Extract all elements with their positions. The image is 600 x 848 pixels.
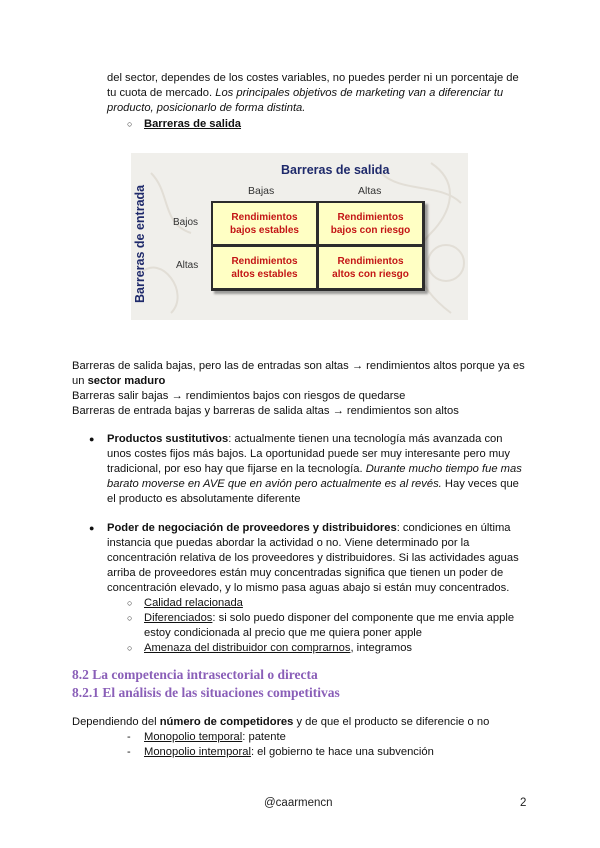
sustitutivos-line-4 xyxy=(107,477,519,492)
proveedores-sub-2-line-2: estoy condicionada al precio que me quiera poner apple xyxy=(144,627,423,639)
cell-2-line-2: bajos con riesgo xyxy=(330,224,411,236)
cell-1-line-2: bajos estables xyxy=(230,224,299,236)
section-heading-8-2: 8.2 La competencia intrasectorial o directa xyxy=(72,667,318,682)
row-header-altas: Altas xyxy=(176,260,199,271)
cell-bajos-bajas xyxy=(213,203,316,244)
intro-line-3: producto, posicionarlo de forma distinta. xyxy=(107,102,306,114)
sustitutivos-line-2: unos costes fijos más bajos. La oportunidad puede ser muy interesante pero muy xyxy=(107,448,510,460)
figure-title: Barreras de salida xyxy=(281,163,390,177)
competidores-item-2-rest: : el gobierno te hace una subvención xyxy=(250,746,434,758)
summary-line-1: Barreras de salida bajas, pero las de entradas son altas → rendimientos altos porque ya es xyxy=(72,360,525,372)
footer-author: @caarmencn xyxy=(264,797,333,809)
cell-altas-bajas xyxy=(213,247,316,288)
proveedores-line-4: arriba de proveedores están muy concentradas significa que tienen un poder de xyxy=(107,567,504,579)
proveedores-sub-1: Calidad relacionada xyxy=(144,597,243,609)
proveedores-sub-3-rest: , integramos xyxy=(350,642,413,654)
competidores-plain-1: Dependiendo del xyxy=(72,716,160,728)
proveedores-line-2: instancia que puedas abordar la actividad o no. Viene determinado por la xyxy=(107,537,470,549)
col-header-altas: Altas xyxy=(358,185,382,197)
monopolio-intemporal: Monopolio intemporal xyxy=(144,746,251,758)
competidores-item-1-rest: : patente xyxy=(242,731,286,743)
cell-bajos-altas xyxy=(319,203,422,244)
sustitutivos-line-3-italic: Durante mucho tiempo fue mas xyxy=(365,463,522,475)
hollow-bullet-icon: ○ xyxy=(127,119,133,129)
sustitutivos-line-3 xyxy=(107,462,522,477)
sector-maduro-bold: sector maduro xyxy=(87,375,166,387)
filled-bullet-icon: ● xyxy=(89,523,95,533)
competidores-plain-2: y de que el producto se diferencie o no xyxy=(293,716,490,728)
intro-line-2-plain: tu cuota de mercado. xyxy=(107,87,216,99)
hollow-bullet-icon: ○ xyxy=(127,643,133,653)
proveedores-sub-2-underlined: Diferenciados xyxy=(144,612,213,624)
cell-1-line-1: Rendimientos xyxy=(231,211,298,223)
hollow-bullet-icon: ○ xyxy=(127,613,133,623)
cell-altas-altas xyxy=(319,247,422,288)
sustitutivos-line-5: el producto es absolutamente diferente xyxy=(107,493,301,505)
summary-line-4: Barreras de entrada bajas y barreras de salida altas → rendimientos son altos xyxy=(72,405,459,417)
hollow-bullet-icon: ○ xyxy=(127,598,133,608)
proveedores-sub-3-underlined: Amenaza del distribuidor con comprarnos xyxy=(144,642,351,654)
sustitutivos-line-4-plain: Hay veces que xyxy=(441,478,519,490)
row-header-bajos: Bajos xyxy=(173,217,199,228)
proveedores-sub-3 xyxy=(144,641,412,656)
page-number: 2 xyxy=(520,797,527,809)
cell-4-line-2: altos con riesgo xyxy=(332,268,409,280)
proveedores-sub-2-rest: : si solo puedo disponer del componente que me envia apple xyxy=(212,612,515,624)
barreras-matrix-figure xyxy=(131,153,468,320)
summary-line-2-plain: un xyxy=(72,375,88,387)
sustitutivos-line-1 xyxy=(107,432,503,447)
cell-2-line-1: Rendimientos xyxy=(337,211,404,223)
summary-line-3: Barreras salir bajas → rendimientos bajos con riesgos de quedarse xyxy=(72,390,406,402)
matrix-grid xyxy=(211,201,425,291)
cell-4-line-1: Rendimientos xyxy=(337,255,404,267)
section-heading-8-2-1: 8.2.1 El análisis de las situaciones competitivas xyxy=(72,685,340,700)
sustitutivos-line-1-rest: : actualmente tienen una tecnología más avanzada con xyxy=(228,433,503,445)
barreras-salida-heading: Barreras de salida xyxy=(144,118,242,130)
cell-3-line-1: Rendimientos xyxy=(231,255,298,267)
proveedores-line-3: concentración relativa de los proveedores y distribuidores. Si las actividades aguas xyxy=(107,552,519,564)
dash-bullet-icon: - xyxy=(127,731,131,743)
cell-3-line-2: altos estables xyxy=(231,268,298,280)
intro-line-2-italic: Los principales objetivos de marketing van a diferenciar tu xyxy=(215,87,504,99)
proveedores-line-1 xyxy=(107,521,511,536)
dash-bullet-icon: - xyxy=(127,746,131,758)
summary-line-2 xyxy=(72,374,165,389)
intro-line-1: del sector, dependes de los costes variables, no puedes perder ni un porcentaje de xyxy=(107,72,519,84)
competidores-item-2 xyxy=(144,745,434,760)
proveedores-bold: Poder de negociación de proveedores y distribuidores xyxy=(107,522,397,534)
intro-line-2 xyxy=(107,86,503,101)
sustitutivos-line-4-italic: barato moverse en AVE que en avión pero actualmente es al revés. xyxy=(107,478,442,490)
proveedores-sub-2 xyxy=(144,611,514,626)
competidores-line xyxy=(72,715,489,730)
competidores-bold: número de competidores xyxy=(159,716,294,728)
filled-bullet-icon: ● xyxy=(89,434,95,444)
sustitutivos-bold: Productos sustitutivos xyxy=(107,433,229,445)
col-header-bajas: Bajas xyxy=(248,185,275,197)
competidores-item-1 xyxy=(144,730,286,745)
proveedores-line-1-rest: : condiciones en última xyxy=(396,522,511,534)
sustitutivos-line-3-plain: tradicional, por eso hay que fijarse en la tecnología. xyxy=(107,463,366,475)
vertical-axis-label: Barreras de entrada xyxy=(133,184,147,303)
proveedores-line-5: concentración elevado, y lo mismo pasa aguas abajo si están muy concentrados. xyxy=(107,582,510,594)
monopolio-temporal: Monopolio temporal xyxy=(144,731,243,743)
